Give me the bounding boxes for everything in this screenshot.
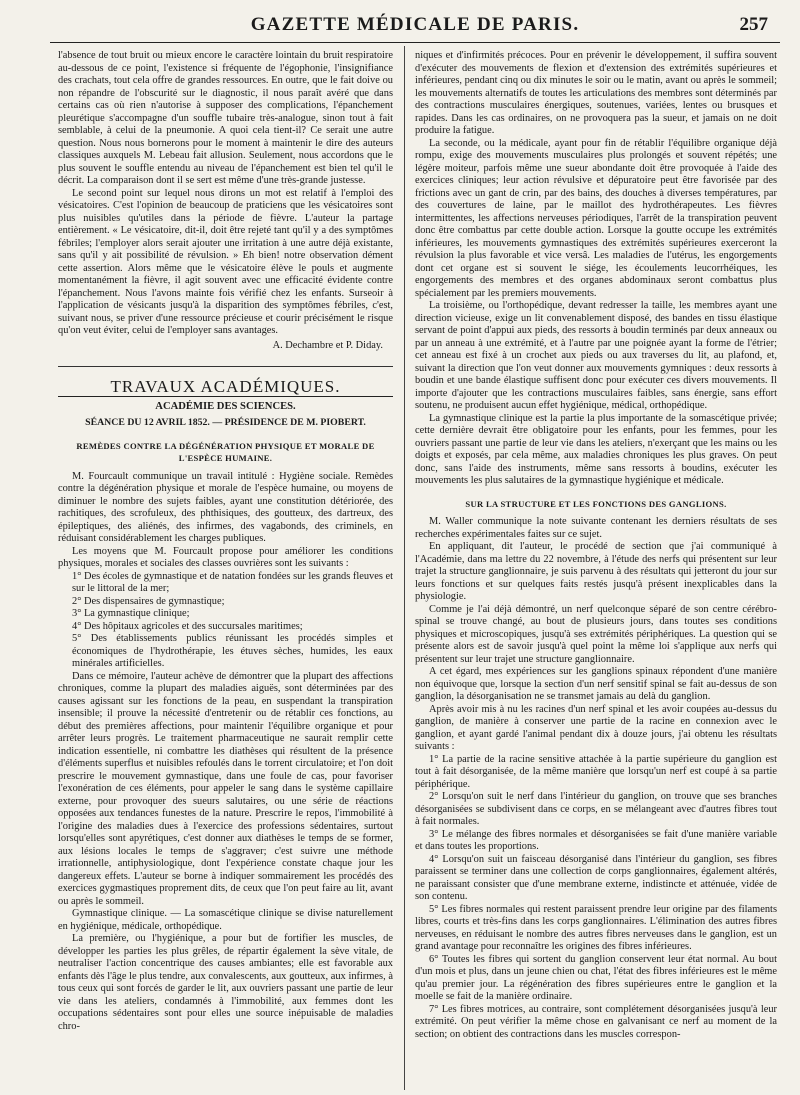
paragraph: 6° Toutes les fibres qui sortent du ganglion conservent leur état normal. Au bout d'un mois et plus, dans un jeune chien ou chat, l'état des fibres inférieures est le même qu'au premier jour. La régénération des fibres supérieures entre le ganglion et la moelle se fait de la manière ordinaire.	[415, 953, 777, 1002]
section-divider	[58, 366, 393, 367]
paragraph: 3° Le mélange des fibres normales et désorganisées se fait d'une manière variable et dans toutes les proportions.	[415, 828, 777, 852]
paragraph: La seconde, ou la médicale, ayant pour fin de rétablir l'équilibre organique déjà rompu, exige des mouvements musculaires plus prolongés et souvent répétés; une légère moiteur, parfois même une sueur abondante doit être provoquée à l'aide des exercices cliniques; leur action révulsive et dépuratoire peut être favorisée par des frictions avec un gant de crin, par des bains, des douches à diverses températures, par des couvertures de laine, par le maillot des hydrothérapeutes. Les fièvres intermittentes, les affections nerveuses périodiques, l'arrêt de la transpiration peuvent donc être combattus par cette double action. Lorsque la goutte occupe les extrémités inférieures, les mouvements gymnastiques des extrémités supérieures exerceront la révulsion la plus favorable et vice versâ. Les maladies de l'utérus, les engorgements dont cet organe est si souvent le siége, les écoulements leucorrhéiques, les engorgements des membres et des organes abdominaux seront combattus plus spécialement par les premiers mouvements.	[415, 137, 777, 299]
paragraph: 4° Lorsqu'on suit un faisceau désorganisé dans l'intérieur du ganglion, ses fibres paraissent se terminer dans une collection de corps ganglionnaires, également altérés, ne paraissant consister que d'une membrane externe, indistincte et atténuée, vidée de son contenu.	[415, 853, 777, 902]
list-item: 4° Des hôpitaux agricoles et des succursales maritimes;	[72, 620, 303, 632]
paragraph: A cet égard, mes expériences sur les ganglions spinaux répondent d'une manière non équivoque que, lorsque la section d'un nerf sensitif spinal se fait au-dessus de son ganglion, la désorganisation ne se transmet jamais au delà du ganglion.	[415, 666, 777, 702]
paragraph: 5° Les fibres normales qui restent paraissent prendre leur origine par des filaments libres, courts et très-fins dans les corps ganglionnaires. L'élimination des autres fibres nerveuses, en réduisant le nombre des autres fibres nerveuses dans le ganglion, est un grand avantage pour reconnaître les origines des fibres inférieures.	[415, 903, 777, 952]
paragraph: Comme je l'ai déjà démontré, un nerf quelconque séparé de son centre cérébro-spinal se trouve changé, au bout de plusieurs jours, dans toutes ses conditions physiques et microscopiques, jusqu'à ses extrémités périphériques. La question qui se présente alors est de savoir jusqu'à quel point la même loi s'applique aux nerfs qui présentent sur leur trajet une structure ganglionnaire.	[415, 603, 777, 665]
paragraph: Dans ce mémoire, l'auteur achève de démontrer que la plupart des affections chroniques, comme la plupart des maladies aiguës, sont déterminées par des causes agissant sur les fonctions de la peau, en suspendant la transpiration insensible; il prouve la nécessité d'entretenir ou de rétablir ces fonctions, au début des premières affections, pour maintenir l'équilibre organique et pour arrêter leurs progrès. Le traitement pharmaceutique ne saurait remplir cette indication essentielle, ni combattre les diathèses qui résultent de la présence d'éléments superflus et nuisibles refoulés dans le torrent circulatoire; et l'on doit prescrire le mouvement gymnastique, dans une foule de cas, pour favoriser l'exonération de ces éléments, pour appeler le sang dans le système capillaire externe, pour provoquer des sueurs salutaires, ou une série de réactions opposées aux tendances funestes de la nature. Prescrire le repos, l'immobilité à l'origine des maladies dues à l'exercice des professions sédentaires, surtout lorsqu'elles sont apyrétiques, c'est donner aux diathèses le temps de se former, aux lésions locales le temps de s'aggraver; c'est suivre une méthode irrationnelle, antiphysiologique, dont l'expérience constate chaque jour les dangereux effets. L'auteur se borne à indiquer sommairement les procédés des exercices gygmastiques proprement dits, de ceux que l'on peut faire au lit, avant ou après le sommeil.	[58, 670, 393, 907]
list-item: 3° La gymnastique clinique;	[72, 608, 190, 619]
page-number: 257	[739, 14, 768, 35]
paragraph: M. Waller communique la note suivante contenant les derniers résultats de ses recherches expérimentales faites sur ce sujet.	[415, 516, 777, 540]
paragraph: M. Fourcault communique un travail intitulé : Hygiène sociale. Remèdes contre la dégénération physique et morale de l'espèce humaine, ou moyens de diminuer le nombre des sujets faibles, ayant une constitution détériorée, des rachitiques, des scrofuleux, des phthisiques, des goutteux, des dartreux, des épileptiques, des aliénés, des infirmes, des vagabonds, des criminels, en réduisant considérablement les charges publiques.	[58, 470, 393, 544]
paragraph: La troisième, ou l'orthopédique, devant redresser la taille, les membres ayant une direction vicieuse, exige un lit convenablement disposé, des bandes en tissu élastique servant de point d'appui aux pieds, des ressorts à boudin terminés par deux anneaux ou par un anneau à une extrémité, et à l'autre par une poignée ayant la forme de l'étrier; cet anneau est fixé à un crochet aux pieds ou aux traverses du lit, au plafond, et, suivant la direction que l'on veut donner aux mouvements gymniques : deux ressorts à boudin et une bande élastique suffisent donc pour exécuter ces divers mouvements. Il importe d'ajouter que les contractions musculaires faibles, sans énergie, sans effort soutenu, ne produisent aucun effet hygiénique, médical, orthopédique.	[415, 300, 777, 411]
journal-title: GAZETTE MÉDICALE DE PARIS.	[250, 14, 580, 35]
paragraph: Les moyens que M. Fourcault propose pour améliorer les conditions physiques, morales et sociales des classes ouvrières sont les suivants :	[58, 545, 393, 569]
right-column	[415, 50, 777, 1090]
paragraph: La première, ou l'hygiénique, a pour but de fortifier les muscles, de développer les parties les plus grêles, de répartir également la sève vitale, de neutraliser l'action concentrique des causes ambiantes; elle est favorable aux enfants dès l'âge le plus tendre, aux convalescents, aux goutteux, aux infirmes, à tous ceux qui sont forcés de garder le lit, aux ouvriers passant une partie de leur vie dans les ateliers, condamnés à l'immobilité, aux femmes dont les occupations sédentaires sont pour elles une source inépuisable de maladies chro-	[58, 933, 393, 1032]
header-rule	[50, 42, 780, 43]
paragraph: 2° Lorsqu'on suit le nerf dans l'intérieur du ganglion, on trouve que ses branches désorganisées se subdivisent dans ce corps, en se mélangeant avec d'autres fibres tout à fait normales.	[415, 791, 777, 827]
academy-heading: ACADÉMIE DES SCIENCES.	[155, 400, 296, 412]
page-header	[50, 14, 780, 40]
paragraph: Après avoir mis à nu les racines d'un nerf spinal et les avoir coupées au-dessus du ganglion, de manière à conserver une partie de la racine en connexion avec le ganglion, et ayant gardé l'animal pendant dix à douze jours, j'ai obtenu les résultats suivants :	[415, 703, 777, 752]
paragraph: Le second point sur lequel nous dirons un mot est relatif à l'emploi des vésicatoires. C'est l'opinion de beaucoup de praticiens que les vésicatoires sont plus nuisibles qu'utiles dans la période de fièvre. L'auteur la partage entièrement. « Le vésicatoire, dit-il, doit être rejeté tant qu'il y a des symptômes fébriles; l'employer alors serait ajouter une irritation à une autre déjà existante, sans qu'il y ait possibilité de révulsion. » Eh bien! notre observation dément cette assertion. Alors même que le vésicatoire élève le pouls et augmente momentanément la fièvre, il agit souvent avec une efficacité évidente contre l'épanchement. Nous l'avons mainte fois vérifié chez les enfants. Surseoir à l'application de vésicants jusqu'à la disparition des symptômes fébriles, c'est, suivant nous, se priver d'une ressource précieuse et courir précisément le risque qu'on veut éviter, celui de l'employer sans avantages.	[58, 187, 393, 336]
topic-heading: REMÈDES CONTRE LA DÉGÉNÉRATION PHYSIQUE ET MORALE DE L'ESPÈCE HUMAINE.	[76, 440, 375, 463]
list-item: 5° Des établissements publics réunissant les procédés simples et économiques de l'hydrothérapie, les étuves sèches, humides, les eaux minérales artificielles.	[72, 633, 393, 669]
paragraph: 1° La partie de la racine sensitive attachée à la partie supérieure du ganglion est tout à fait désorganisée, de la même manière que lorsqu'un nerf est coupé à sa partie périphérique.	[415, 753, 777, 790]
paragraph: 7° Les fibres motrices, au contraire, sont complétement désorganisées jusqu'à leur extrémité. On peut vérifier la même chose en galvanisant ce nerf au moment de la section; on obtient des contractions dans les muscles correspon-	[415, 1003, 777, 1040]
list-item: 2° Des dispensaires de gymnastique;	[72, 595, 225, 607]
section-title: TRAVAUX ACADÉMIQUES.	[58, 381, 393, 397]
session-heading: SÉANCE DU 12 AVRIL 1852. — PRÉSIDENCE DE M. PIOBERT.	[85, 417, 366, 428]
measures-list	[58, 571, 393, 671]
column-divider	[404, 46, 405, 1090]
list-item: 1° Des écoles de gymnastique et de natation fondées sur les grands fleuves et sur le littoral de la mer;	[72, 570, 393, 594]
topic-heading: SUR LA STRUCTURE ET LES FONCTIONS DES GANGLIONS.	[465, 498, 727, 509]
paragraph: l'absence de tout bruit ou mieux encore le caractère lointain du bruit respiratoire au-dessous de ce point, l'existence si fréquente de l'égophonie, l'insignifiance des crachats, tout cela offre de grandes ressources. En outre, que le fait doive ou non répandre de l'obscurité sur le diagnostic, il nous paraît avéré que dans certains cas où rien n'autorise à supposer des complications, l'épanchement pleurétique s'accompagne d'un souffle tubaire très-analogue, sinon tout à fait semblable, à celui de la pneumonie. A quoi cela tient-il? Ce serait une autre question. Nous nous bornerons pour le moment à maintenir le dire des auteurs classiques auxquels M. Lebeau fait allusion. Seulement, nous accordons que le plus souvent le souffle entendu au niveau de l'épanchement est bien tel qu'il le décrit. La comparaison dont il se sert est même d'une très-grande justesse.	[58, 50, 393, 186]
paragraph: Gymnastique clinique. — La somascétique clinique se divise naturellement en hygiénique, médicale, orthopédique.	[58, 908, 393, 932]
left-column	[58, 50, 393, 1090]
article-signature: A. Dechambre et P. Diday.	[272, 339, 383, 351]
paragraph: niques et d'infirmités précoces. Pour en prévenir le développement, il suffira souvent d'exécuter des mouvements de flexion et d'extension des extrémités supérieures et inférieures, pendant cinq ou dix minutes le soir ou le matin, avant ou après le sommeil; les mouvements alternatifs de toutes les articulations des membres sont déterminés par des contractions musculaires énergiques, soutenues, variées, lentes ou brusques et rapides. Dans les cas ordinaires, on ne provoquera pas la sueur, et jamais on ne doit produire la fatigue.	[415, 50, 777, 136]
paragraph: En appliquant, dit l'auteur, le procédé de section que j'ai communiqué à l'Académie, dans ma lettre du 22 novembre, à l'étude des nerfs qui présentent sur leur trajet la structure ganglionnaire, je suis parvenu à des résultats qui jetteront du jour sur leurs fonctions et sur quelques faits restés jusqu'à présent inexplicables dans la physiologie.	[415, 541, 777, 602]
paragraph: La gymnastique clinique est la partie la plus importante de la somascétique privée; cette dernière devrait être obligatoire pour les enfants, pour les femmes, pour les ouvriers passant une partie de leur vie dans les ateliers, n'exerçant que les mains ou les doigts et exposés, par cela même, aux maladies chroniques les plus graves. On peut donc, sans l'aide des instruments, même sans ressorts à boudins, exécuter les mouvements les plus salutaires de la gymnastique hygiénique et médicale.	[415, 412, 777, 486]
